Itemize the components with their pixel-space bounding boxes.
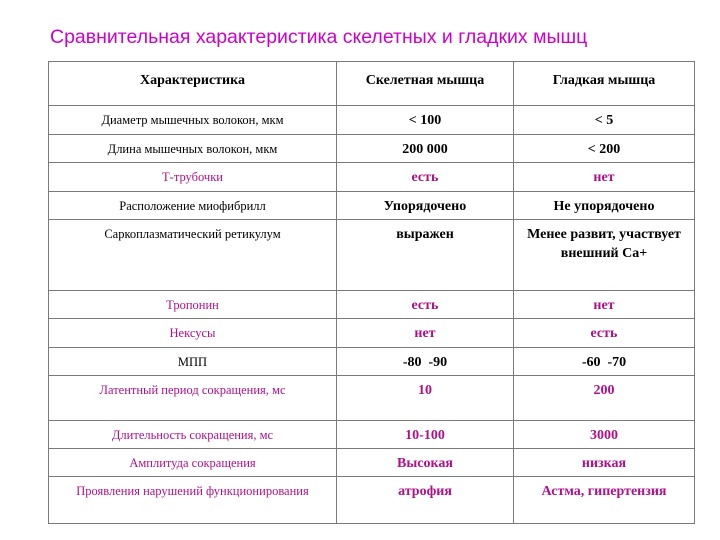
- smooth-value: есть: [514, 319, 695, 348]
- skeletal-value: 200 000: [337, 135, 514, 163]
- row-label: Длительность сокращения, мс: [49, 421, 337, 449]
- table-row: [49, 477, 695, 524]
- row-label: Тропонин: [49, 291, 337, 319]
- row-label: Расположение миофибрилл: [49, 192, 337, 220]
- skeletal-value: Высокая: [337, 449, 514, 477]
- skeletal-value: есть: [337, 163, 514, 192]
- smooth-value: Не упорядочено: [514, 192, 695, 220]
- table-row: [49, 348, 695, 376]
- skeletal-value: нет: [337, 319, 514, 348]
- table-row: [49, 163, 695, 192]
- table-row: [49, 220, 695, 291]
- smooth-value: низкая: [514, 449, 695, 477]
- row-label: Нексусы: [49, 319, 337, 348]
- row-label: Диаметр мышечных волокон, мкм: [49, 106, 337, 135]
- smooth-value: нет: [514, 163, 695, 192]
- column-header-characteristic: Характеристика: [49, 62, 337, 106]
- table-row: [49, 135, 695, 163]
- skeletal-value: 10-100: [337, 421, 514, 449]
- comparison-table: [48, 61, 695, 524]
- row-label: Латентный период сокращения, мс: [49, 376, 337, 421]
- table-row: [49, 192, 695, 220]
- table-row: [49, 421, 695, 449]
- table-row: [49, 319, 695, 348]
- row-label: Проявления нарушений функционирования: [49, 477, 337, 524]
- smooth-value: 200: [514, 376, 695, 421]
- page-title: Сравнительная характеристика скелетных и гладких мышц: [50, 26, 588, 48]
- skeletal-value: атрофия: [337, 477, 514, 524]
- smooth-value: -60 -70: [514, 348, 695, 376]
- row-label: МПП: [49, 348, 337, 376]
- table-row: [49, 291, 695, 319]
- column-header-smooth: Гладкая мышца: [514, 62, 695, 106]
- table-row: [49, 376, 695, 421]
- row-label: Амплитуда сокращения: [49, 449, 337, 477]
- smooth-value: < 5: [514, 106, 695, 135]
- column-header-skeletal: Скелетная мышца: [337, 62, 514, 106]
- smooth-value: < 200: [514, 135, 695, 163]
- table-row: [49, 449, 695, 477]
- skeletal-value: есть: [337, 291, 514, 319]
- table-row: [49, 106, 695, 135]
- skeletal-value: 10: [337, 376, 514, 421]
- smooth-value: 3000: [514, 421, 695, 449]
- skeletal-value: выражен: [337, 220, 514, 291]
- smooth-value: Менее развит, участвует внешний Са+: [514, 220, 695, 291]
- table-header-row: [49, 62, 695, 106]
- smooth-value: нет: [514, 291, 695, 319]
- skeletal-value: -80 -90: [337, 348, 514, 376]
- row-label: Саркоплазматический ретикулум: [49, 220, 337, 291]
- skeletal-value: Упорядочено: [337, 192, 514, 220]
- skeletal-value: < 100: [337, 106, 514, 135]
- row-label: Длина мышечных волокон, мкм: [49, 135, 337, 163]
- smooth-value: Астма, гипертензия: [514, 477, 695, 524]
- row-label: Т-трубочки: [49, 163, 337, 192]
